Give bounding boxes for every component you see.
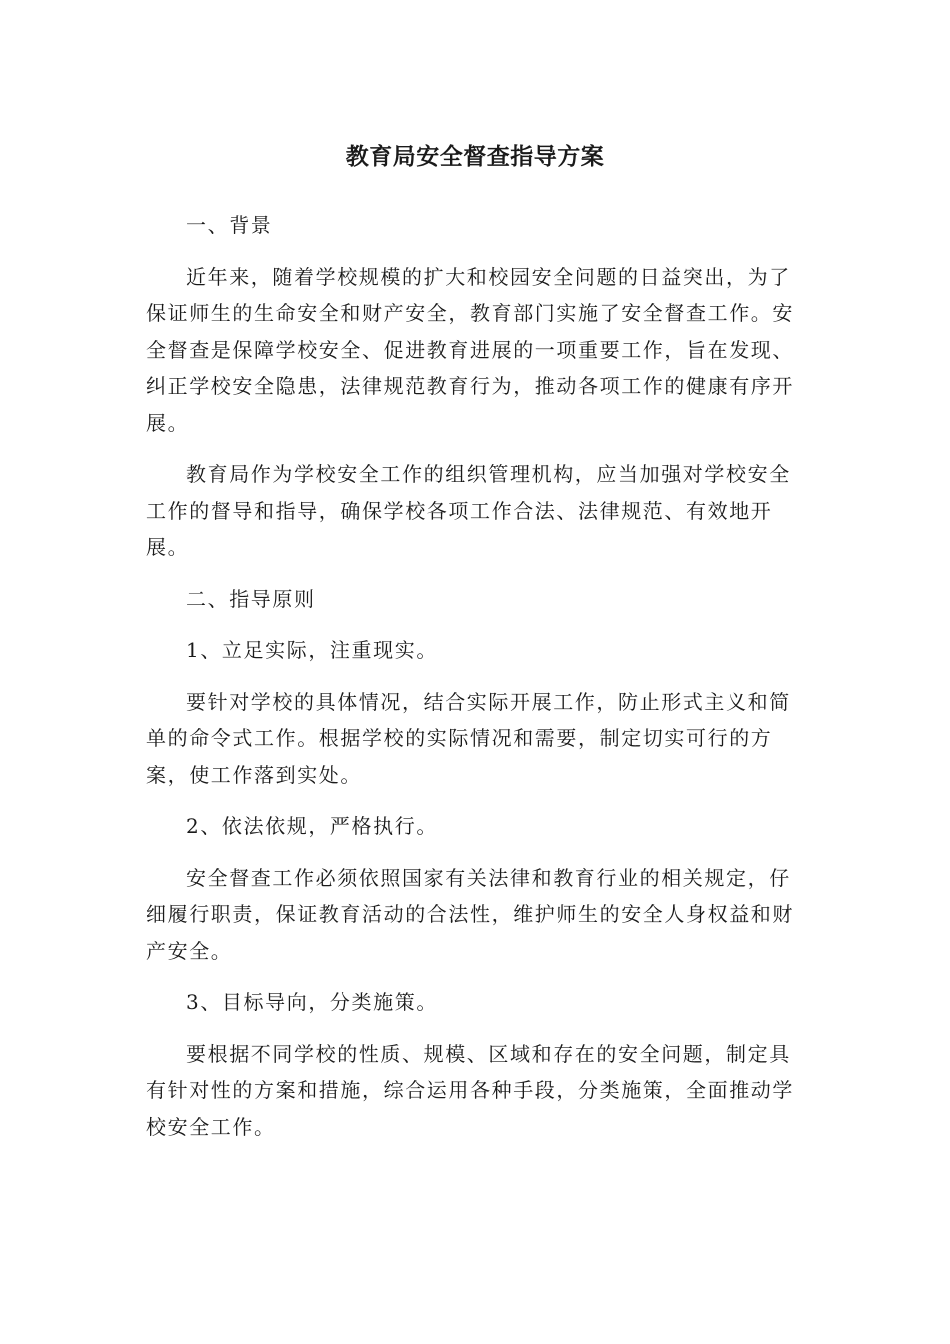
paragraph-background-1: 近年来，随着学校规模的扩大和校园安全问题的日益突出，为了保证师生的生命安全和财产安全，教育部门实施了安全督查工作。安全督查是保障学校安全、促进教育进展的一项重要工作，旨在发现、纠正学校安全隐患，法律规范教育行为，推动各项工作的健康有序开展。 bbox=[146, 264, 794, 435]
paragraph-background-2: 教育局作为学校安全工作的组织管理机构，应当加强对学校安全工作的督导和指导，确保学校各项工作合法、法律规范、有效地开展。 bbox=[146, 462, 791, 559]
section-heading-background: 一、背景 bbox=[186, 213, 273, 237]
principle-2-heading: 2、依法依规，严格执行。 bbox=[186, 814, 438, 838]
principle-3-text: 要根据不同学校的性质、规模、区域和存在的安全问题，制定具有针对性的方案和措施，综合运用各种手段，分类施策，全面推动学校安全工作。 bbox=[146, 1041, 794, 1139]
section-heading-principles: 二、指导原则 bbox=[186, 586, 316, 611]
principle-2-text: 安全督查工作必须依照国家有关法律和教育行业的相关规定，仔细履行职责，保证教育活动的合法性，维护师生的安全人身权益和财产安全。 bbox=[146, 865, 794, 963]
principle-1-heading: 1、立足实际，注重现实。 bbox=[186, 638, 438, 662]
principle-3-heading: 3、目标导向，分类施策。 bbox=[186, 990, 438, 1014]
principle-1-text: 要针对学校的具体情况，结合实际开展工作，防止形式主义和简单的命令式工作。根据学校的实际情况和需要，制定切实可行的方案，使工作落到实处。 bbox=[146, 689, 791, 787]
document-title: 教育局安全督查指导方案 bbox=[345, 144, 605, 170]
document-body bbox=[146, 207, 806, 1160]
